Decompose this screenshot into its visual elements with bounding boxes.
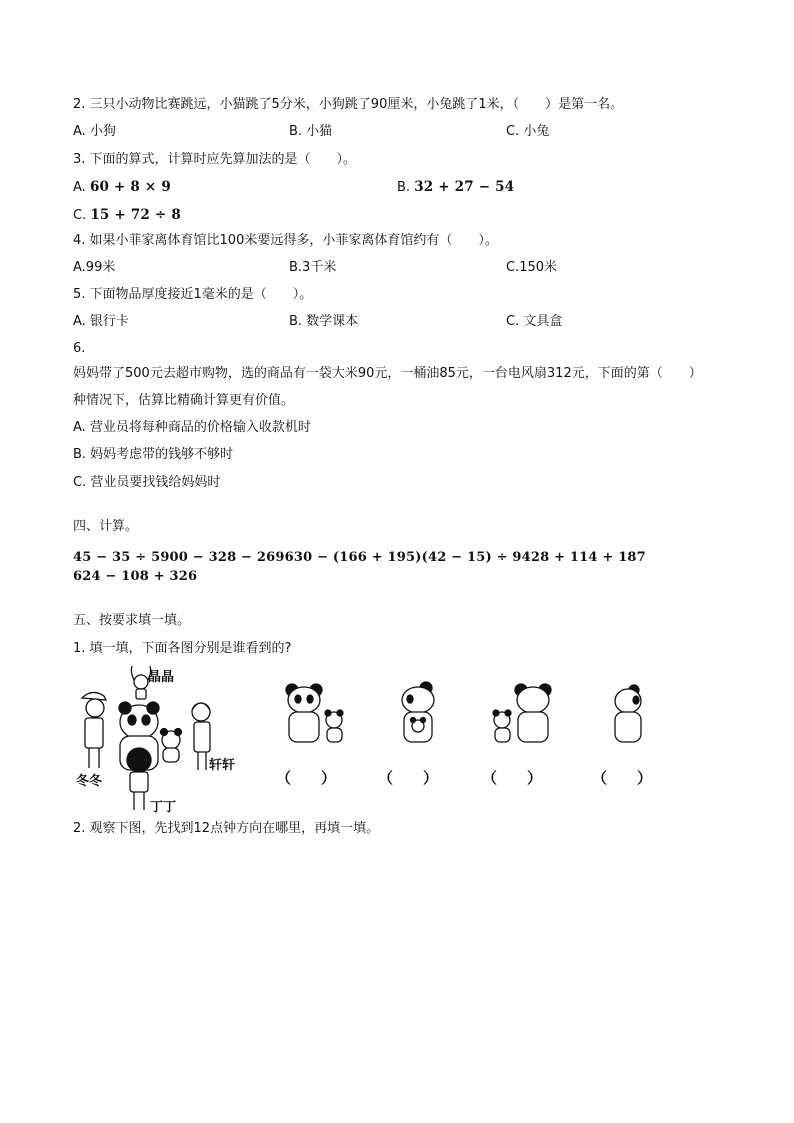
q3-option-b-label: B.	[397, 180, 415, 195]
q6-option-b: B. 妈妈考虑带的钱够不够时	[73, 447, 234, 462]
section5-q1-stem: 1. 填一填，下面各图分别是谁看到的?	[73, 641, 292, 656]
q6-number: 6.	[73, 341, 86, 356]
q5-option-a: A. 银行卡	[73, 314, 129, 329]
q6-stem-line1: 妈妈带了500元去超市购物，选的商品有一袋大米90元，一桶油85元，一台电风扇312元，下面的第（ ）	[73, 366, 702, 381]
section5-q2-stem: 2. 观察下图，先找到12点钟方向在哪里，再填一填。	[73, 821, 380, 836]
q3-option-a	[73, 178, 171, 197]
section5-title: 五、按要求填一填。	[73, 613, 191, 628]
q2-stem: 2. 三只小动物比赛跳远，小猫跳了5分米，小狗跳了90厘米，小兔跳了1米，（ ）是第一名。	[73, 97, 624, 112]
q6-option-a: A. 营业员将每种商品的价格输入收款机时	[73, 420, 311, 435]
section4-calc-line2: 624 − 108 + 326	[73, 569, 198, 584]
answer-blank-1[interactable]: （ ）	[276, 769, 337, 787]
q5-option-c: C. 文具盒	[506, 314, 563, 329]
q4-option-c: C.150米	[506, 260, 558, 275]
view-1-picture	[283, 682, 353, 752]
q3-option-b-expr: 32 + 27 − 54	[414, 179, 515, 195]
q4-stem: 4. 如果小菲家离体育馆比100米要远得多，小菲家离体育馆约有（ ）。	[73, 233, 498, 248]
q3-option-c-label: C.	[73, 208, 91, 223]
section4-title: 四、计算。	[73, 519, 139, 534]
name-dingding: 丁丁	[150, 800, 177, 815]
q3-option-c-expr: 15 + 72 ÷ 8	[90, 207, 181, 223]
section4-calc-line1: 45 − 35 ÷ 5900 − 328 − 269630 − (166 + 195)(42 − 15) ÷ 9428 + 114 + 187	[73, 550, 646, 565]
q3-option-a-label: A.	[73, 180, 90, 195]
q3-option-c	[73, 206, 181, 225]
q2-option-c: C. 小兔	[506, 124, 550, 139]
q6-option-c: C. 营业员要找钱给妈妈时	[73, 475, 221, 490]
answer-blank-3[interactable]: （ ）	[482, 769, 543, 787]
name-dongdong: 冬冬	[76, 774, 103, 789]
q2-option-b: B. 小猫	[289, 124, 333, 139]
q3-option-a-expr: 60 + 8 × 9	[89, 179, 171, 195]
q2-option-a: A. 小狗	[73, 124, 116, 139]
q5-option-b: B. 数学课本	[289, 314, 359, 329]
q3-option-b	[397, 178, 514, 197]
q5-stem: 5. 下面物品厚度接近1毫米的是（ ）。	[73, 287, 313, 302]
answer-blank-2[interactable]: （ ）	[378, 769, 439, 787]
q4-option-a: A.99米	[73, 260, 116, 275]
name-xuanxuan: 轩轩	[209, 758, 236, 773]
answer-blank-4[interactable]: （ ）	[592, 769, 653, 787]
q3-stem: 3. 下面的算式，计算时应先算加法的是（ ）。	[73, 152, 357, 167]
view-2-picture	[396, 682, 446, 752]
q4-option-b: B.3千米	[289, 260, 337, 275]
view-4-picture	[610, 684, 650, 752]
view-3-picture	[488, 682, 558, 752]
q6-stem-line2: 种情况下，估算比精确计算更有价值。	[73, 393, 295, 408]
name-jingjing: 晶晶	[148, 670, 175, 685]
